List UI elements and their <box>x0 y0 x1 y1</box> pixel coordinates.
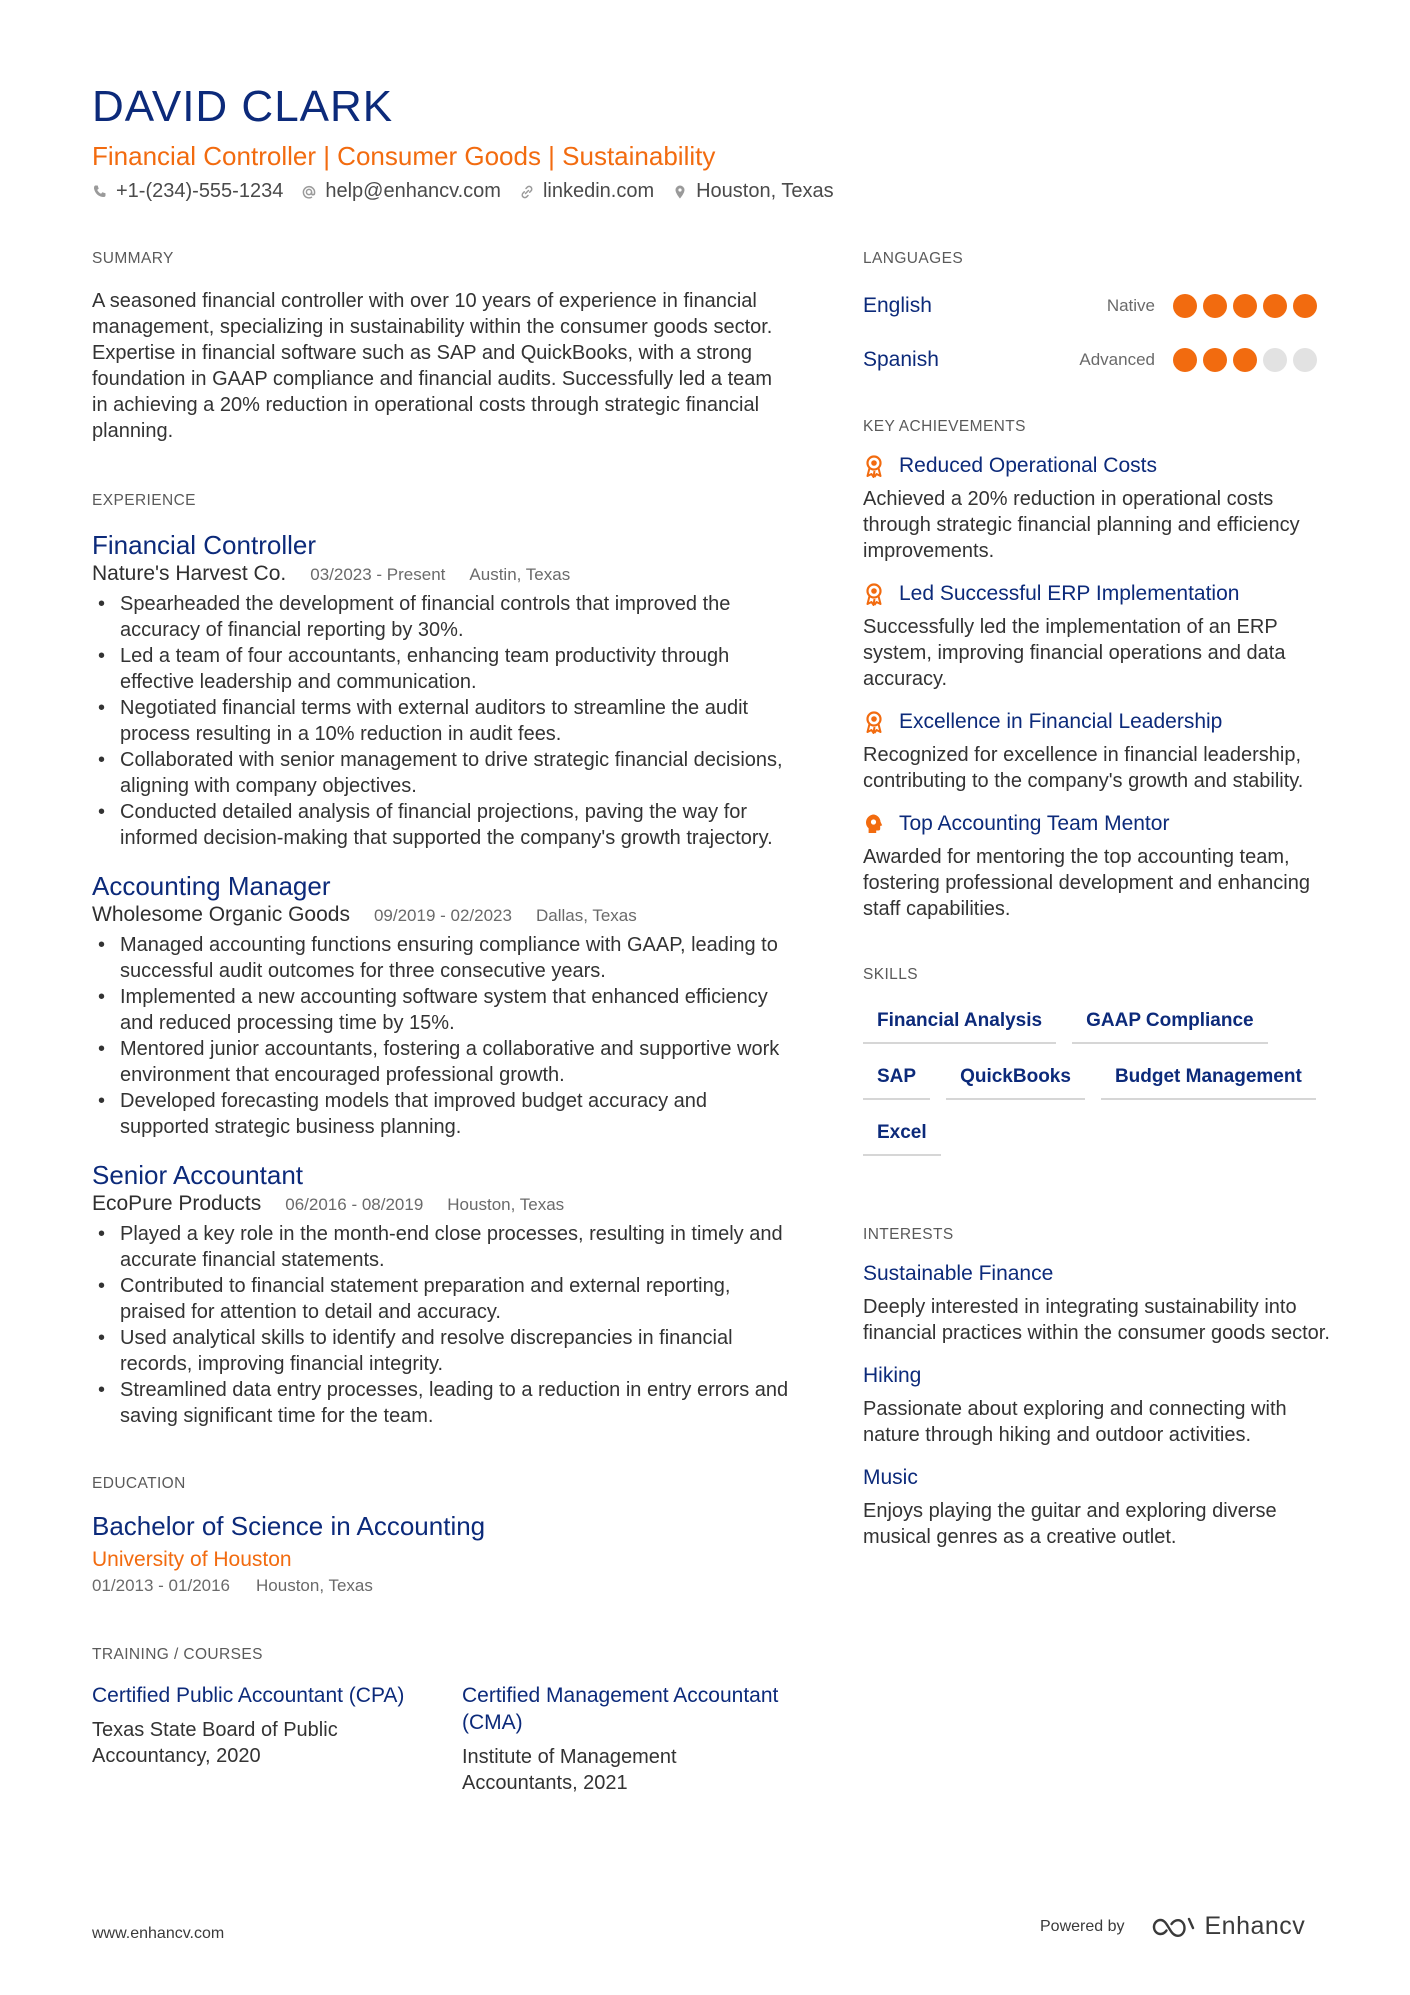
job-bullet: • Developed forecasting models that improved budget accuracy and supported strategic business planning. <box>92 1088 792 1140</box>
course-entry <box>92 1682 422 1796</box>
job-company: Wholesome Organic Goods <box>92 903 350 926</box>
candidate-headline: Financial Controller | Consumer Goods | Sustainability <box>92 141 716 171</box>
rating-dot-empty <box>1293 348 1317 372</box>
candidate-name: DAVID CLARK <box>92 82 394 131</box>
achievement-entry <box>863 710 1333 794</box>
job-title: Senior Accountant <box>92 1160 304 1190</box>
languages-heading: LANGUAGES <box>863 250 964 267</box>
achievement-desc: Successfully led the implementation of an ERP system, improving financial operations and data accuracy. <box>863 616 1286 690</box>
course-org: Texas State Board of Public Accountancy, 2020 <box>92 1719 338 1767</box>
interest-desc: Enjoys playing the guitar and exploring diverse musical genres as a creative outlet. <box>863 1500 1277 1548</box>
interest-title: Music <box>863 1466 918 1489</box>
job-bullet: • Managed accounting functions ensuring compliance with GAAP, leading to successful audit outcomes for three consecutive years. <box>92 932 792 984</box>
interest-entry <box>863 1466 1333 1550</box>
location-text: Houston, Texas <box>696 180 834 202</box>
skill-tag: Budget Management <box>1101 1058 1316 1100</box>
contact-bar <box>92 180 834 203</box>
language-name: Spanish <box>863 348 939 371</box>
job-location: Austin, Texas <box>469 565 571 584</box>
job-title: Accounting Manager <box>92 871 331 901</box>
interests-heading: INTERESTS <box>863 1226 954 1243</box>
job-bullet: • Led a team of four accountants, enhancing team productivity through effective leadership and communication. <box>92 643 792 695</box>
education-heading: EDUCATION <box>92 1475 186 1492</box>
phone-text: +1-(234)-555-1234 <box>116 180 284 202</box>
education-meta <box>92 1576 792 1596</box>
job-entry <box>92 528 792 851</box>
skills-list <box>863 1002 1333 1156</box>
job-bullets <box>92 591 792 851</box>
achievement-desc: Awarded for mentoring the top accounting team, fostering professional development and enhancing staff capabilities. <box>863 846 1310 920</box>
achievement-desc: Recognized for excellence in financial leadership, contributing to the company's growth and stability. <box>863 744 1304 792</box>
rating-dot-filled <box>1233 294 1257 318</box>
rating-dot-filled <box>1233 348 1257 372</box>
achievement-header <box>863 812 1333 836</box>
job-title: Financial Controller <box>92 530 316 560</box>
interest-entry <box>863 1364 1333 1448</box>
job-meta <box>92 562 792 586</box>
linkedin-text: linkedin.com <box>542 180 655 202</box>
job-bullet: • Conducted detailed analysis of financial projections, paving the way for informed decision-making that supported the company's growth trajectory. <box>92 799 792 851</box>
language-row <box>863 344 1333 376</box>
job-company: EcoPure Products <box>92 1192 262 1215</box>
job-dates: 06/2016 - 08/2019 <box>285 1195 424 1214</box>
course-entry <box>462 1682 792 1796</box>
achievement-title: Top Accounting Team Mentor <box>899 812 1170 835</box>
job-bullet: • Streamlined data entry processes, leading to a reduction in entry errors and saving significant time for the team. <box>92 1377 792 1429</box>
job-bullet: • Spearheaded the development of financial controls that improved the accuracy of financial reporting by 30%. <box>92 591 792 643</box>
summary-section <box>92 250 792 444</box>
skill-tag: Financial Analysis <box>863 1002 1056 1044</box>
summary-heading: SUMMARY <box>92 250 174 267</box>
award-ribbon-icon <box>863 454 885 478</box>
language-name: English <box>863 294 932 317</box>
training-list <box>92 1682 792 1796</box>
skill-tag: QuickBooks <box>946 1058 1085 1100</box>
language-rating <box>1173 294 1317 318</box>
powered-by-label: Powered by <box>1040 1917 1125 1935</box>
course-title: Certified Public Accountant (CPA) <box>92 1684 405 1707</box>
education-degree: Bachelor of Science in Accounting <box>92 1511 486 1541</box>
interest-title: Hiking <box>863 1364 922 1387</box>
skills-heading: SKILLS <box>863 966 918 983</box>
achievements-heading: KEY ACHIEVEMENTS <box>863 418 1026 435</box>
award-ribbon-icon <box>863 710 885 734</box>
interest-desc: Deeply interested in integrating sustainability into financial practices within the consumer goods sector. <box>863 1296 1330 1344</box>
job-bullets <box>92 1221 792 1429</box>
achievement-title: Led Successful ERP Implementation <box>899 582 1240 605</box>
mentor-head-icon <box>863 812 885 836</box>
contact-location <box>672 180 834 203</box>
job-company: Nature's Harvest Co. <box>92 562 287 585</box>
achievement-header <box>863 710 1333 734</box>
skills-section <box>863 966 1333 1156</box>
right-column <box>863 250 1333 1550</box>
language-row <box>863 290 1333 322</box>
rating-dot-filled <box>1203 348 1227 372</box>
achievement-title: Excellence in Financial Leadership <box>899 710 1223 733</box>
languages-section <box>863 250 1333 376</box>
link-icon <box>519 184 535 200</box>
course-org: Institute of Management Accountants, 2021 <box>462 1746 677 1794</box>
education-school: University of Houston <box>92 1548 292 1571</box>
brand-name: Enhancv <box>1204 1912 1306 1940</box>
job-bullets <box>92 932 792 1140</box>
achievement-header <box>863 582 1333 606</box>
footer-branding <box>1040 1912 1305 1941</box>
education-section <box>92 1475 792 1596</box>
education-dates: 01/2013 - 01/2016 <box>92 1576 231 1595</box>
achievement-title: Reduced Operational Costs <box>899 454 1157 477</box>
language-level: Advanced <box>1079 350 1155 369</box>
course-title: Certified Management Accountant (CMA) <box>462 1684 779 1734</box>
left-column <box>92 250 792 1796</box>
rating-dot-filled <box>1293 294 1317 318</box>
achievement-entry <box>863 454 1333 564</box>
job-bullet: • Contributed to financial statement preparation and external reporting, praised for attention to detail and accuracy. <box>92 1273 792 1325</box>
achievements-section <box>863 418 1333 922</box>
interests-section <box>863 1226 1333 1550</box>
contact-email <box>301 180 501 203</box>
job-bullet: • Played a key role in the month-end close processes, resulting in timely and accurate financial statements. <box>92 1221 792 1273</box>
job-entry <box>92 1158 792 1429</box>
contact-phone <box>92 180 283 203</box>
award-ribbon-icon <box>863 582 885 606</box>
footer-website[interactable]: www.enhancv.com <box>92 1925 225 1942</box>
phone-icon <box>92 184 108 200</box>
job-bullet: • Negotiated financial terms with external auditors to streamline the audit process resulting in a 10% reduction in audit fees. <box>92 695 792 747</box>
job-location: Houston, Texas <box>447 1195 565 1214</box>
enhancv-logo-icon <box>1151 1915 1197 1939</box>
location-pin-icon <box>672 184 688 200</box>
skill-tag: Excel <box>863 1114 941 1156</box>
language-level: Native <box>1106 296 1155 315</box>
rating-dot-filled <box>1263 294 1287 318</box>
rating-dot-empty <box>1263 348 1287 372</box>
summary-text: A seasoned financial controller with over 10 years of experience in financial management, specializing in sustainability within the consumer goods sector. Expertise in financial software such as SAP and QuickBooks, with a strong foundation in GAAP compliance and financial audits. Successfully led a team in achieving a 20% reduction in operational costs through strategic financial planning. <box>92 290 773 442</box>
job-bullet: • Collaborated with senior management to drive strategic financial decisions, aligning with company objectives. <box>92 747 792 799</box>
job-bullet: • Implemented a new accounting software system that enhanced efficiency and reduced processing time by 15%. <box>92 984 792 1036</box>
achievement-entry <box>863 582 1333 692</box>
rating-dot-filled <box>1173 294 1197 318</box>
job-meta <box>92 903 792 927</box>
brand-logo[interactable] <box>1151 1912 1306 1941</box>
job-dates: 09/2019 - 02/2023 <box>373 906 512 925</box>
interest-desc: Passionate about exploring and connecting with nature through hiking and outdoor activities. <box>863 1398 1287 1446</box>
achievement-header <box>863 454 1333 478</box>
experience-section <box>92 492 792 1429</box>
achievement-entry <box>863 812 1333 922</box>
contact-linkedin <box>519 180 654 203</box>
job-meta <box>92 1192 792 1216</box>
experience-heading: EXPERIENCE <box>92 492 196 509</box>
rating-dot-filled <box>1203 294 1227 318</box>
rating-dot-filled <box>1173 348 1197 372</box>
skill-tag: GAAP Compliance <box>1072 1002 1268 1044</box>
job-bullet: • Used analytical skills to identify and resolve discrepancies in financial records, improving financial integrity. <box>92 1325 792 1377</box>
at-sign-icon <box>301 184 317 200</box>
job-entry <box>92 869 792 1140</box>
language-rating <box>1173 348 1317 372</box>
job-location: Dallas, Texas <box>535 906 637 925</box>
email-text: help@enhancv.com <box>325 180 501 202</box>
education-location: Houston, Texas <box>256 1576 373 1595</box>
training-section <box>92 1646 792 1796</box>
training-heading: TRAINING / COURSES <box>92 1646 263 1663</box>
skill-tag: SAP <box>863 1058 930 1100</box>
achievement-desc: Achieved a 20% reduction in operational costs through strategic financial planning and efficiency improvements. <box>863 488 1300 562</box>
job-bullet: • Mentored junior accountants, fostering a collaborative and supportive work environment that encouraged professional growth. <box>92 1036 792 1088</box>
job-dates: 03/2023 - Present <box>310 565 446 584</box>
interest-entry <box>863 1262 1333 1346</box>
interest-title: Sustainable Finance <box>863 1262 1054 1285</box>
